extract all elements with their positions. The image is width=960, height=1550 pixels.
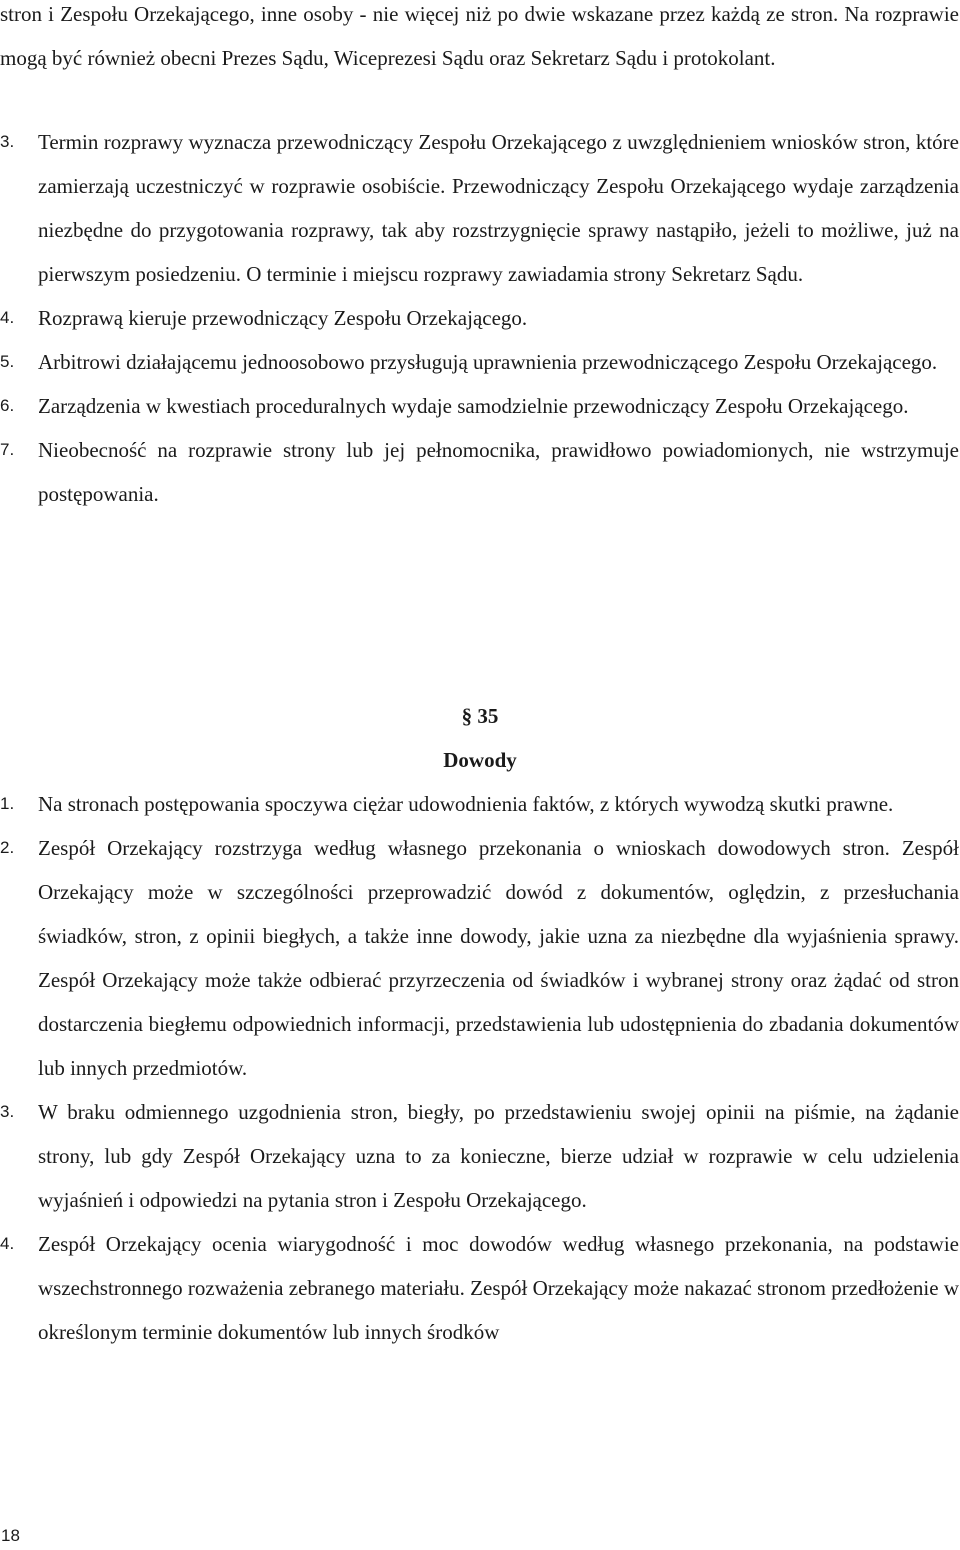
intro-text: stron i Zespołu Orzekającego, inne osoby - nie więcej niż po dwie wskazane przez każdą ze stron. Na rozprawie mogą być również obecni Prezes Sądu, Wiceprezesi Sądu oraz Sekretarz Sądu i protokolant.: [0, 2, 959, 70]
list-item: [0, 120, 960, 296]
item-text: W braku odmiennego uzgodnienia stron, biegły, po przedstawieniu swojej opinii na piśmie, na żądanie strony, lub gdy Zespół Orzekający uzna to za konieczne, bierze udział w rozprawie w celu udzielenia wyjaśnień i odpowiedzi na pytania stron i Zespołu Orzekającego.: [38, 1100, 959, 1212]
item-number: 1.: [0, 794, 15, 813]
list-item: [0, 782, 960, 826]
item-number: 4.: [0, 1234, 15, 1253]
item-text: Arbitrowi działającemu jednoosobowo przysługują uprawnienia przewodniczącego Zespołu Orzekającego.: [38, 350, 938, 374]
intro-paragraph: [0, 0, 960, 80]
item-number: 3.: [0, 132, 15, 151]
item-text: Rozprawą kieruje przewodniczący Zespołu Orzekającego.: [38, 306, 528, 330]
section-title: Dowody: [443, 748, 517, 772]
section-35-items: [0, 782, 960, 1354]
list-item: [0, 428, 960, 516]
item-number: 7.: [0, 440, 15, 459]
item-text: Zespół Orzekający ocenia wiarygodność i moc dowodów według własnego przekonania, na podstawie wszechstronnego rozważenia zebranego materiału. Zespół Orzekający może nakazać stronom przedłożenie w określonym terminie dokumentów lub innych środków: [38, 1232, 959, 1344]
item-text: Nieobecność na rozprawie strony lub jej pełnomocnika, prawidłowo powiadomionych, nie wstrzymuje postępowania.: [38, 438, 959, 506]
list-item: [0, 296, 960, 340]
list-item: [0, 384, 960, 428]
list-item: [0, 340, 960, 384]
section-number: § 35: [461, 704, 499, 728]
item-number: 4.: [0, 308, 15, 327]
section-34-items: [0, 120, 960, 516]
page-number: 18: [1, 1526, 20, 1545]
item-text: Termin rozprawy wyznacza przewodniczący Zespołu Orzekającego z uwzględnieniem wniosków stron, które zamierzają uczestniczyć w rozprawie osobiście. Przewodniczący Zespołu Orzekającego wydaje zarządzenia niezbędne do przygotowania rozprawy, tak aby rozstrzygnięcie sprawy nastąpiło, jeżeli to możliwe, już na pierwszym posiedzeniu. O terminie i miejscu rozprawy zawiadamia strony Sekretarz Sądu.: [38, 130, 959, 286]
item-number: 3.: [0, 1102, 15, 1121]
list-item: [0, 1090, 960, 1222]
item-text: Na stronach postępowania spoczywa ciężar udowodnienia faktów, z których wywodzą skutki prawne.: [38, 792, 894, 816]
item-number: 5.: [0, 352, 15, 371]
item-text: Zespół Orzekający rozstrzyga według własnego przekonania o wnioskach dowodowych stron. Zespół Orzekający może w szczególności przeprowadzić dowód z dokumentów, oględzin, z przesłuchania świadków, stron, z opinii biegłych, a także inne dowody, jakie uzna za niezbędne dla wyjaśnienia sprawy. Zespół Orzekający może także odbierać przyrzeczenia od świadków i wybranej strony oraz żądać od stron dostarczenia biegłemu odpowiednich informacji, przedstawienia lub udostępnienia do zbadania dokumentów lub innych przedmiotów.: [38, 836, 959, 1080]
list-item: [0, 1222, 960, 1354]
item-text: Zarządzenia w kwestiach proceduralnych wydaje samodzielnie przewodniczący Zespołu Orzekającego.: [38, 394, 909, 418]
item-number: 6.: [0, 396, 15, 415]
item-number: 2.: [0, 838, 15, 857]
list-item: [0, 826, 960, 1090]
